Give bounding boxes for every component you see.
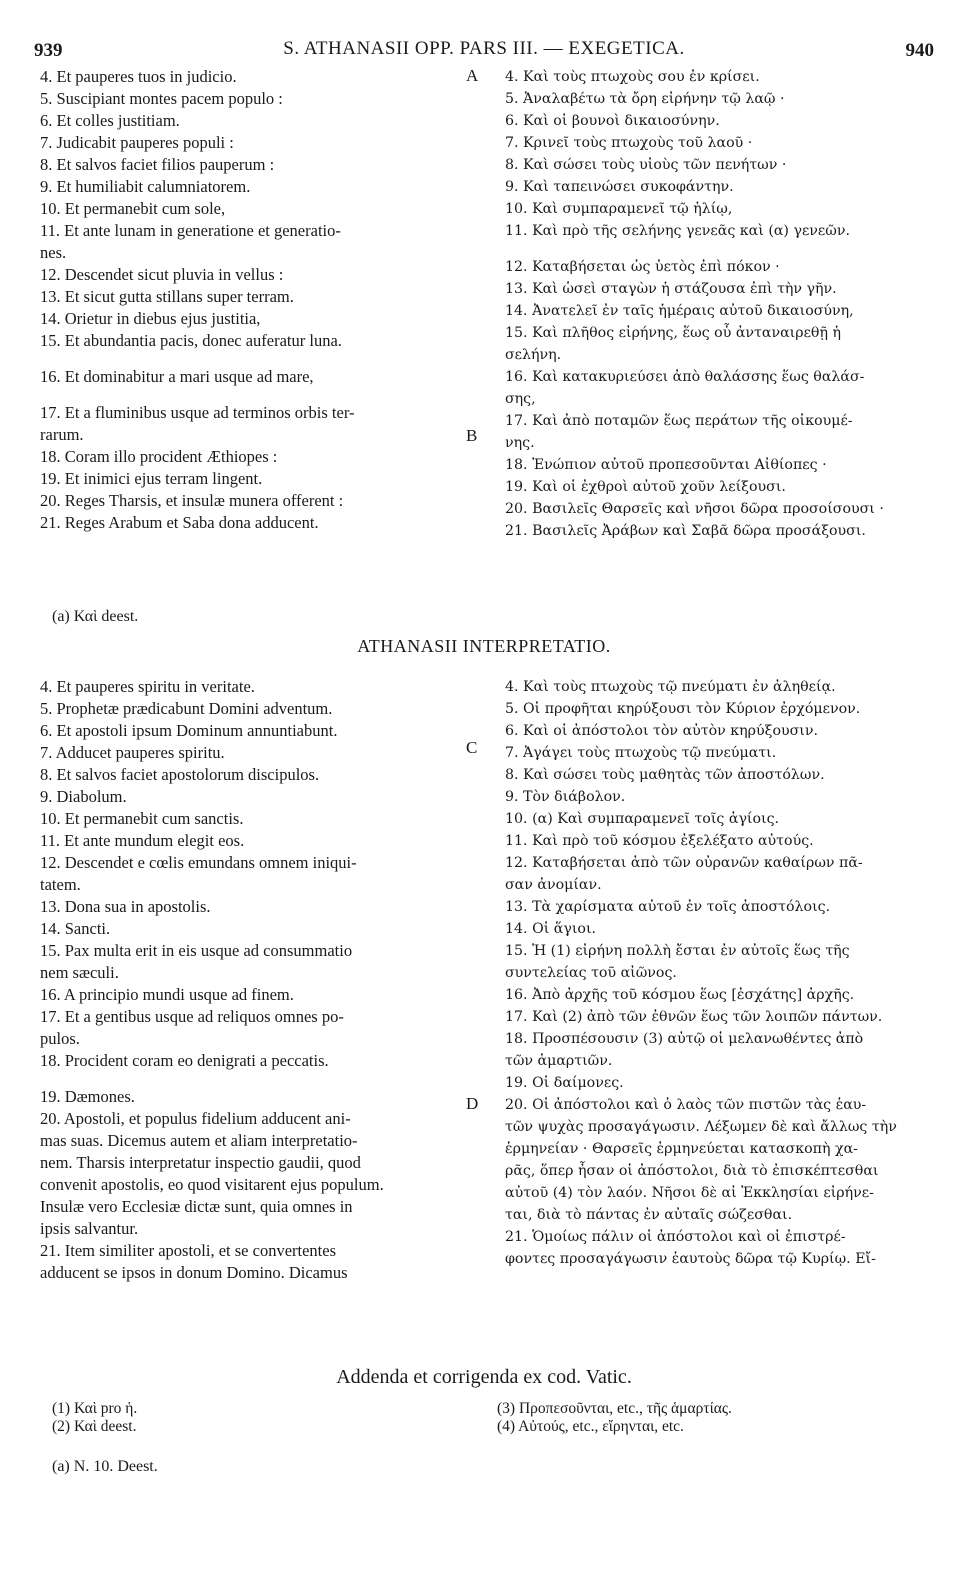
- text-line: 11. Et ante lunam in generatione et generatio-: [40, 221, 341, 240]
- text-line: 9. Καὶ ταπεινώσει συκοφάντην.: [505, 179, 734, 195]
- text-line: τῶν ψυχὰς προσαγάγωσιν. Λέξωμεν δὲ καὶ ἄλλως τὴν: [505, 1119, 897, 1135]
- text-line: 17. Et a fluminibus usque ad terminos orbis ter-: [40, 403, 355, 422]
- text-line: 4. Καὶ τοὺς πτωχοὺς τῷ πνεύματι ἐν ἀληθείᾳ.: [505, 679, 836, 695]
- text-line: 18. Προσπέσουσιν (3) αὐτῷ οἱ μελανωθέντες ἀπὸ: [505, 1031, 864, 1047]
- text-line: 6. Καὶ οἱ βουνοὶ δικαιοσύνην.: [505, 113, 720, 129]
- text-line: 21. Βασιλεῖς Ἀράβων καὶ Σαβᾶ δῶρα προσάξουσι.: [505, 523, 866, 539]
- addenda-left: [52, 1400, 137, 1436]
- text-line: 20. Apostoli, et populus fidelium adducent ani-: [40, 1109, 351, 1128]
- text-line: 14. Sancti.: [40, 919, 111, 938]
- addenda-right: [497, 1400, 732, 1436]
- latin-column-psalm: [40, 66, 460, 534]
- text-line: αὐτοῦ (4) τὸν λαόν. Νῆσοι δὲ αἱ Ἐκκλησίαι εἰρήνε-: [505, 1185, 874, 1201]
- text-line: 14. Orietur in diebus ejus justitia,: [40, 309, 261, 328]
- text-line: 4. Et pauperes spiritu in veritate.: [40, 677, 255, 696]
- text-line: 4. Καὶ τοὺς πτωχοὺς σου ἐν κρίσει.: [505, 69, 760, 85]
- text-line: 6. Καὶ οἱ ἀπόστολοι τὸν αὐτὸν κηρύξουσιν.: [505, 723, 818, 739]
- margin-marker-d: D: [466, 1094, 479, 1113]
- text-line: τῶν ἁμαρτιῶν.: [505, 1053, 613, 1069]
- margin-marker-a: A: [466, 66, 479, 85]
- margin-marker-c: C: [466, 738, 478, 757]
- text-line: 6. Et apostoli ipsum Dominum annuntiabunt.: [40, 721, 338, 740]
- text-line: 19. Καὶ οἱ ἐχθροὶ αὐτοῦ χοῦν λείξουσι.: [505, 479, 786, 495]
- text-line: 16. Ἀπὸ ἀρχῆς τοῦ κόσμου ἕως [ἐσχάτης] ἀρχῆς.: [505, 987, 855, 1003]
- text-line: 19. Οἱ δαίμονες.: [505, 1075, 624, 1091]
- text-line: 8. Καὶ σώσει τοὺς μαθητὰς τῶν ἀποστόλων.: [505, 767, 825, 783]
- text-line: σαν ἀνομίαν.: [505, 877, 602, 893]
- text-line: 13. Καὶ ὡσεὶ σταγὼν ἡ στάζουσα ἐπὶ τὴν γῆν.: [505, 281, 837, 297]
- text-line: nes.: [40, 243, 67, 262]
- text-line: 13. Dona sua in apostolis.: [40, 897, 211, 916]
- addenda-note: (2) Καὶ deest.: [52, 1418, 137, 1435]
- text-line: 21. Item similiter apostoli, et se convertentes: [40, 1241, 337, 1260]
- text-line: 7. Κρινεῖ τοὺς πτωχοὺς τοῦ λαοῦ ·: [505, 135, 753, 151]
- text-line: 21. Reges Arabum et Saba dona adducent.: [40, 513, 319, 532]
- text-line: 8. Et salvos faciet filios pauperum :: [40, 155, 275, 174]
- text-line: 18. Coram illo procident Æthiopes :: [40, 447, 278, 466]
- text-line: 12. Descendet sicut pluvia in vellus :: [40, 265, 284, 284]
- text-line: 10. (α) Καὶ συμπαραμενεῖ τοῖς ἁγίοις.: [505, 811, 780, 827]
- text-line: 10. Et permanebit cum sole,: [40, 199, 226, 218]
- margin-marker-b: B: [466, 426, 478, 445]
- text-line: 14. Οἱ ἅγιοι.: [505, 921, 597, 937]
- text-line: ρᾶς, ὅπερ ἦσαν οἱ ἀπόστολοι, διὰ τὸ ἐπισκέπτεσθαι: [505, 1163, 879, 1179]
- text-line: 20. Reges Tharsis, et insulæ munera offerent :: [40, 491, 344, 510]
- text-line: nem sæculi.: [40, 963, 119, 982]
- text-line: 19. Dæmones.: [40, 1087, 135, 1106]
- text-line: 15. Et abundantia pacis, donec auferatur luna.: [40, 331, 342, 350]
- text-line: ἑρμηνείαν · Θαρσεῖς ἑρμηνεύεται κατασκοπὴ χα-: [505, 1141, 858, 1157]
- text-line: rarum.: [40, 425, 84, 444]
- text-line: 16. Et dominabitur a mari usque ad mare,: [40, 367, 314, 386]
- addenda-note: (1) Καὶ pro ἡ.: [52, 1400, 138, 1417]
- line-gap: [505, 242, 925, 256]
- text-line: 16. A principio mundi usque ad finem.: [40, 985, 294, 1004]
- line-gap: [40, 388, 460, 402]
- text-line: 18. Ἐνώπιον αὐτοῦ προπεσοῦνται Αἰθίοπες ·: [505, 457, 827, 473]
- text-line: 5. Prophetæ prædicabunt Domini adventum.: [40, 699, 333, 718]
- text-line: nem. Tharsis interpretatur inspectio gaudii, quod: [40, 1153, 361, 1172]
- text-line: 9. Τὸν διάβολον.: [505, 789, 626, 805]
- page-number-left: 939: [34, 40, 63, 61]
- text-line: φοντες προσαγάγωσιν ἑαυτοὺς δῶρα τῷ Κυρίῳ. Εἴ-: [505, 1251, 876, 1267]
- text-line: 17. Καὶ ἀπὸ ποταμῶν ἕως περάτων τῆς οἰκουμέ-: [505, 413, 853, 429]
- latin-column-interpretatio: [40, 676, 460, 1284]
- text-line: ται, διὰ τὸ πάντας ἐν αὐταῖς σώζεσθαι.: [505, 1207, 793, 1223]
- text-line: 21. Ὁμοίως πάλιν οἱ ἀπόστολοι καὶ οἱ ἐπιστρέ-: [505, 1229, 846, 1245]
- text-line: 20. Οἱ ἀπόστολοι καὶ ὁ λαὸς τῶν πιστῶν τὰς ἑαυ-: [505, 1097, 867, 1113]
- text-line: 14. Ἀνατελεῖ ἐν ταῖς ἡμέραις αὐτοῦ δικαιοσύνη,: [505, 303, 854, 319]
- text-line: convenit apostolis, eo quod visitarent ejus populum.: [40, 1175, 384, 1194]
- text-line: 16. Καὶ κατακυριεύσει ἀπὸ θαλάσσης ἕως θαλάσ-: [505, 369, 865, 385]
- text-line: 11. Καὶ πρὸ τῆς σελήνης γενεᾶς καὶ (α) γενεῶν.: [505, 223, 850, 239]
- text-line: 15. Pax multa erit in eis usque ad consummatio: [40, 941, 353, 960]
- text-line: 10. Et permanebit cum sanctis.: [40, 809, 244, 828]
- text-line: 7. Judicabit pauperes populi :: [40, 133, 234, 152]
- text-line: Insulæ vero Ecclesiæ dictæ sunt, quia omnes in: [40, 1197, 353, 1216]
- text-line: 12. Καταβήσεται ὡς ὑετὸς ἐπὶ πόκον ·: [505, 259, 780, 275]
- text-line: σελήνη.: [505, 347, 562, 363]
- text-line: pulos.: [40, 1029, 80, 1048]
- text-line: 5. Suscipiant montes pacem populo :: [40, 89, 283, 108]
- running-header: [0, 38, 968, 64]
- text-line: 7. Ἀγάγει τοὺς πτωχοὺς τῷ πνεύματι.: [505, 745, 777, 761]
- addenda-note: (3) Προπεσοῦνται, etc., τῆς ἁμαρτίας.: [497, 1400, 732, 1417]
- text-line: 6. Et colles justitiam.: [40, 111, 180, 130]
- text-line: 9. Et humiliabit calumniatorem.: [40, 177, 251, 196]
- text-line: 11. Et ante mundum elegit eos.: [40, 831, 245, 850]
- text-line: 8. Καὶ σώσει τοὺς υἱοὺς τῶν πενήτων ·: [505, 157, 787, 173]
- text-line: 13. Et sicut gutta stillans super terram.: [40, 287, 294, 306]
- text-line: 10. Καὶ συμπαραμενεῖ τῷ ἡλίῳ,: [505, 201, 733, 217]
- text-line: σης,: [505, 391, 536, 407]
- text-line: adducent se ipsos in donum Domino. Dicamus: [40, 1263, 348, 1282]
- text-line: συντελείας τοῦ αἰῶνος.: [505, 965, 677, 981]
- greek-column-interpretatio: [505, 676, 925, 1270]
- text-line: mas suas. Dicemus autem et aliam interpretatio-: [40, 1131, 358, 1150]
- page-number-right: 940: [905, 40, 934, 61]
- text-line: νης.: [505, 435, 535, 451]
- text-line: 18. Procident coram eo denigrati a peccatis.: [40, 1051, 329, 1070]
- text-line: 17. Καὶ (2) ἀπὸ τῶν ἐθνῶν ἕως τῶν λοιπῶν πάντων.: [505, 1009, 883, 1025]
- text-line: 5. Ἀναλαβέτω τὰ ὄρη εἰρήνην τῷ λαῷ ·: [505, 91, 785, 107]
- section-title: ATHANASII INTERPRETATIO.: [357, 636, 611, 656]
- line-gap: [40, 1072, 460, 1086]
- addenda-note: (4) Αὐτούς, etc., εἴρηνται, etc.: [497, 1418, 684, 1435]
- text-line: 8. Et salvos faciet apostolorum discipulos.: [40, 765, 320, 784]
- text-line: 19. Et inimici ejus terram lingent.: [40, 469, 263, 488]
- text-line: 9. Diabolum.: [40, 787, 127, 806]
- text-line: 7. Adducet pauperes spiritu.: [40, 743, 225, 762]
- text-line: 15. Καὶ πλῆθος εἰρήνης, ἕως οὗ ἀνταναιρεθῇ ἡ: [505, 325, 841, 341]
- running-title: S. ATHANASII OPP. PARS III. — EXEGETICA.: [283, 38, 685, 59]
- text-line: 5. Οἱ προφῆται κηρύξουσι τὸν Κύριον ἐρχόμενον.: [505, 701, 861, 717]
- footnote-psalm: (a) Καὶ deest.: [52, 608, 139, 625]
- text-line: tatem.: [40, 875, 81, 894]
- text-line: 12. Καταβήσεται ἀπὸ τῶν οὐρανῶν καθαίρων πᾶ-: [505, 855, 863, 871]
- text-line: ipsis salvantur.: [40, 1219, 139, 1238]
- text-line: 11. Καὶ πρὸ τοῦ κόσμου ἐξελέξατο αὐτούς.: [505, 833, 814, 849]
- text-line: 12. Descendet e cœlis emundans omnem iniqui-: [40, 853, 357, 872]
- line-gap: [40, 352, 460, 366]
- text-line: 20. Βασιλεῖς Θαρσεῖς καὶ νῆσοι δῶρα προσοίσουσι ·: [505, 501, 884, 517]
- addenda-title: Addenda et corrigenda ex cod. Vatic.: [336, 1366, 632, 1388]
- greek-column-psalm: [505, 66, 925, 542]
- text-line: 13. Τὰ χαρίσματα αὐτοῦ ἐν τοῖς ἀποστόλοις.: [505, 899, 831, 915]
- text-line: 4. Et pauperes tuos in judicio.: [40, 67, 237, 86]
- text-line: 17. Et a gentibus usque ad reliquos omnes po-: [40, 1007, 344, 1026]
- text-line: 15. Ἡ (1) εἰρήνη πολλὴ ἔσται ἐν αὐτοῖς ἕως τῆς: [505, 943, 850, 959]
- footnote-addenda: (a) N. 10. Deest.: [52, 1458, 158, 1475]
